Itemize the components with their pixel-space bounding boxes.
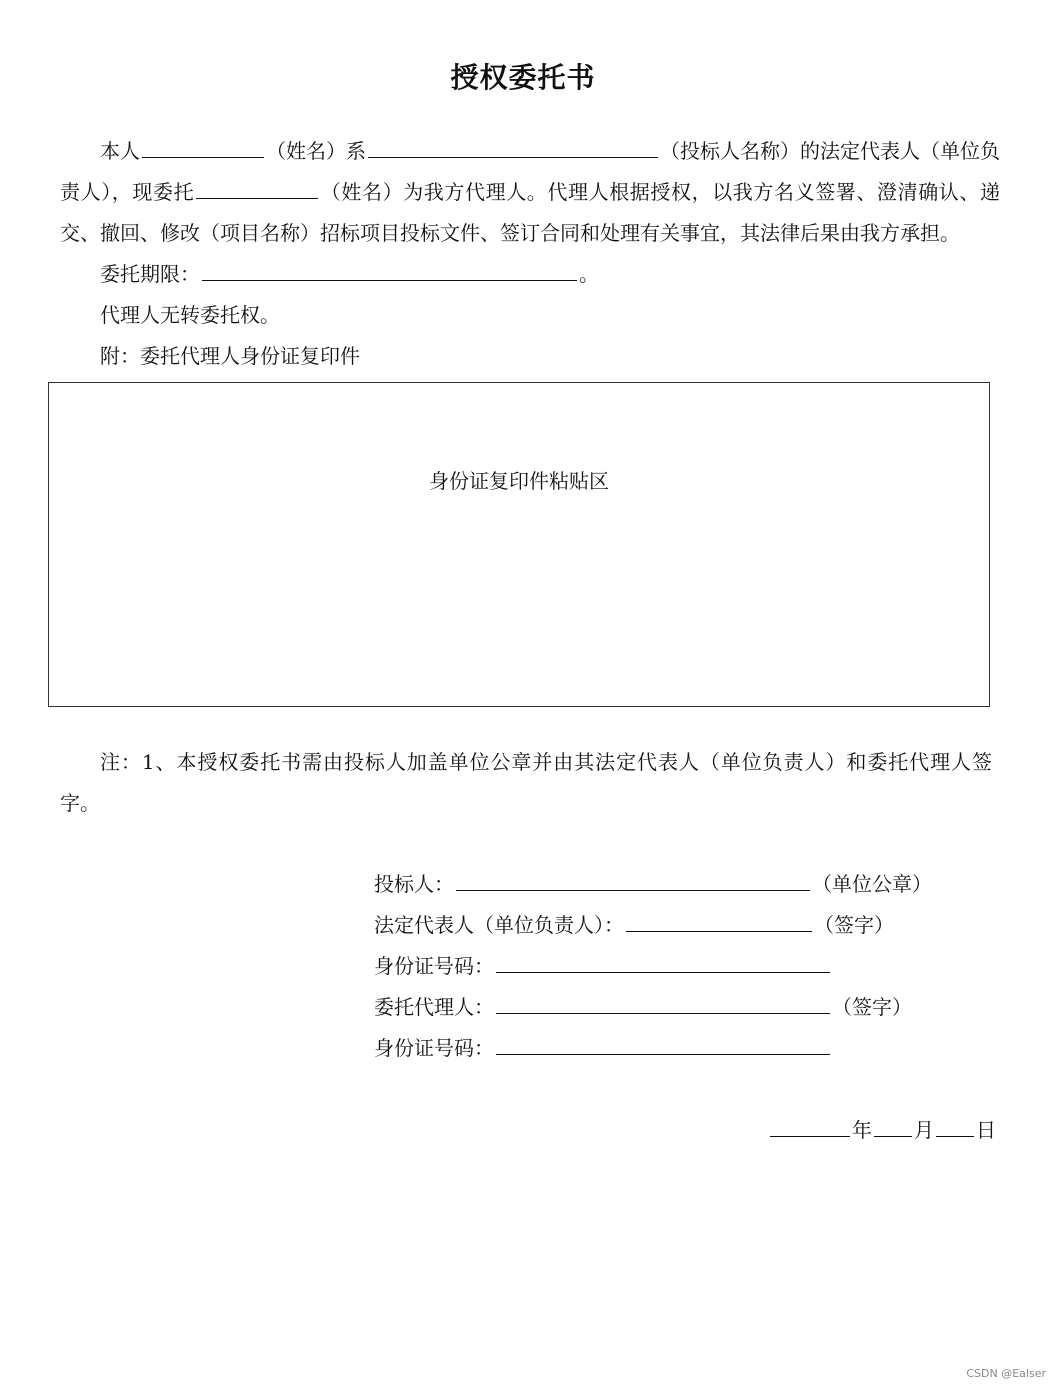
term-blank[interactable] <box>202 262 577 281</box>
month-label: 月 <box>914 1118 934 1142</box>
signature-label: 法定代表人（单位负责人）： <box>374 913 624 937</box>
paste-area-label: 身份证复印件粘贴区 <box>429 469 609 493</box>
legal-rep-sign-blank[interactable] <box>626 913 812 932</box>
date-line <box>768 1110 996 1151</box>
no-transfer-line: 代理人无转委托权。 <box>100 303 280 327</box>
signature-suffix: （单位公章） <box>812 872 932 896</box>
para-text-3: （投标人名称）的法定代表人（单位负责人），现委托 <box>60 139 1000 204</box>
document-title: 授权委托书 <box>450 61 596 94</box>
para-text-2: （姓名）系 <box>266 139 366 163</box>
agent-name-blank[interactable] <box>196 180 318 199</box>
signature-agent <box>374 987 912 1028</box>
bidder-seal-blank[interactable] <box>456 872 810 891</box>
authorization-paragraph <box>60 131 1000 254</box>
note-paragraph: 注：1、本授权委托书需由投标人加盖单位公章并由其法定代表人（单位负责人）和委托代理人签字。 <box>60 750 992 815</box>
signature-label: 委托代理人： <box>374 995 494 1019</box>
id-number-blank-1[interactable] <box>496 954 830 973</box>
watermark: CSDN @Ealser <box>966 1367 1046 1380</box>
principal-name-blank[interactable] <box>142 139 264 158</box>
signature-suffix: （签字） <box>814 913 894 937</box>
para-text-1: 本人 <box>100 139 140 163</box>
signature-id-number-1 <box>374 946 832 987</box>
signature-label: 身份证号码： <box>374 1036 494 1060</box>
id-number-blank-2[interactable] <box>496 1036 830 1055</box>
day-label: 日 <box>976 1118 996 1142</box>
signature-id-number-2 <box>374 1028 832 1069</box>
signature-label: 投标人： <box>374 872 454 896</box>
para-text-4: （姓名）为我方代理人。代理人根据授权，以我方名义签署、澄清确认、递交、撤回、修改（项目名称）招标项目投标文件、签订合同和处理有关事宜，其法律后果由我方承担。 <box>60 180 1001 245</box>
term-label: 委托期限： <box>100 262 200 286</box>
signature-label: 身份证号码： <box>374 954 494 978</box>
agent-sign-blank[interactable] <box>496 995 830 1014</box>
term-line <box>60 254 599 295</box>
year-label: 年 <box>852 1118 872 1142</box>
year-blank[interactable] <box>770 1118 850 1137</box>
attachment-line: 附：委托代理人身份证复印件 <box>100 344 360 368</box>
day-blank[interactable] <box>936 1118 974 1137</box>
id-copy-paste-area <box>48 382 990 707</box>
term-end: 。 <box>579 262 599 286</box>
signature-bidder <box>374 864 932 905</box>
bidder-name-blank[interactable] <box>368 139 658 158</box>
month-blank[interactable] <box>874 1118 912 1137</box>
signature-suffix: （签字） <box>832 995 912 1019</box>
signature-legal-rep <box>374 905 894 946</box>
